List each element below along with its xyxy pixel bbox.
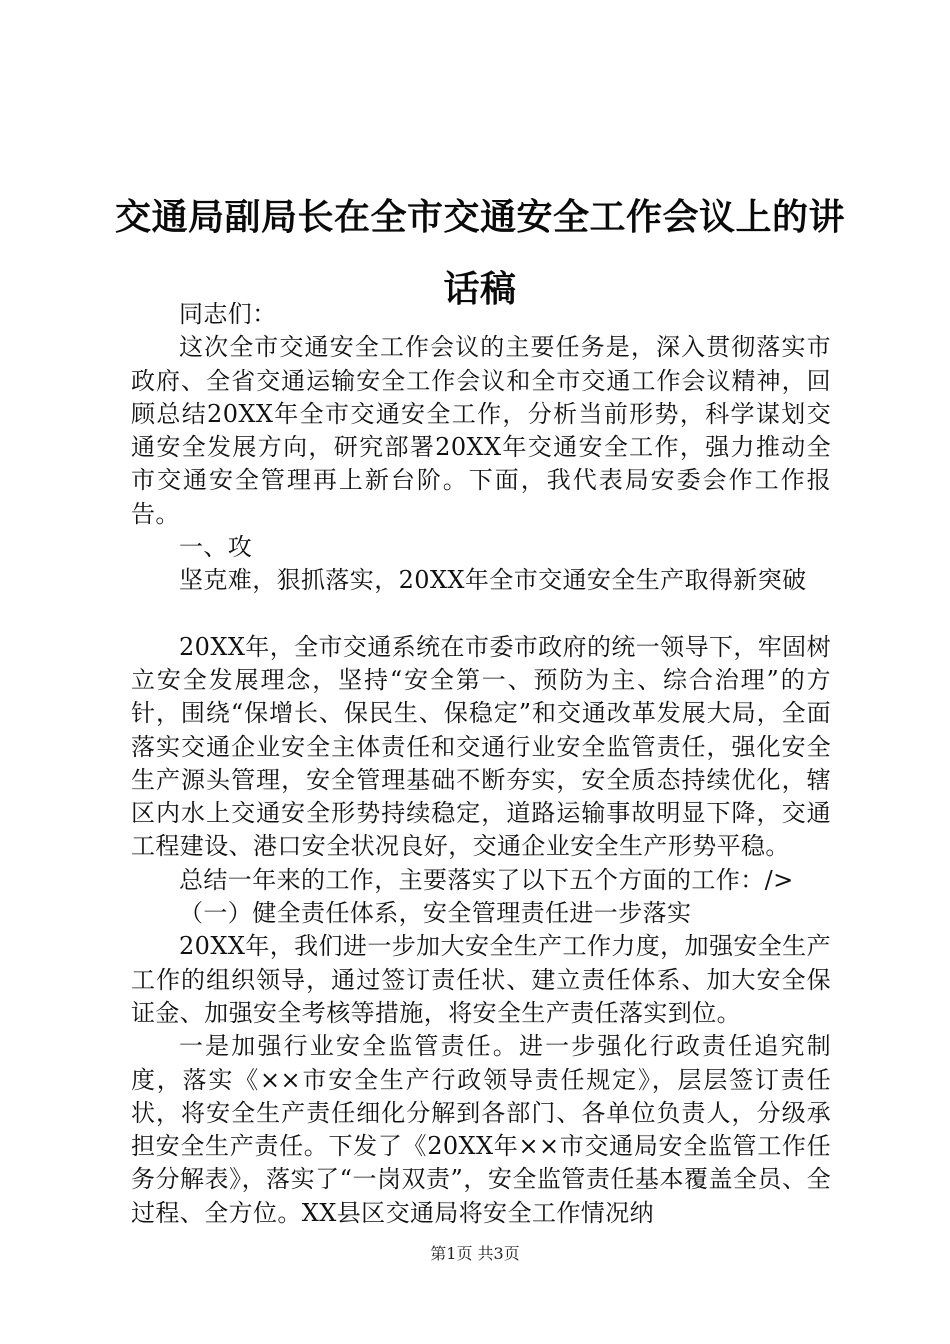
page-number-footer: 第1页 共3页 xyxy=(430,1244,520,1263)
body-paragraph: 这次全市交通安全工作会议的主要任务是，深入贯彻落实市政府、全省交通运输安全工作会议和全市交通工作会议精神，回顾总结20XX年全市交通安全工作，分析当前形势，科学谋划交通安全发展方向，研究部署20XX年交通安全工作，强力推动全市交通安全管理再上新台阶。下面，我代表局安委会作工作报告。 xyxy=(131,333,831,528)
body-paragraph: 20XX年，我们进一步加大安全生产工作力度，加强安全生产工作的组织领导，通过签订责任状、建立责任体系、加大安全保证金、加强安全考核等措施，将安全生产责任落实到位。 xyxy=(131,932,831,1027)
body-paragraph: 一是加强行业安全监管责任。进一步强化行政责任追究制度，落实《××市安全生产行政领导责任规定》，层层签订责任状，将安全生产责任细化分解到各部门、各单位负责人，分级承担安全生产责任。下发了《20XX年××市交通局安全监管工作任务分解表》，落实了“一岗双责”，安全监管责任基本覆盖全员、全过程、全方位。XX县区交通局将安全工作情况纳 xyxy=(131,1032,831,1227)
salutation: 同志们： xyxy=(179,300,277,328)
document-body xyxy=(131,298,831,1230)
subsection-heading: （一）健全责任体系，安全管理责任进一步落实 xyxy=(179,899,692,928)
section-heading-part: 一、攻 xyxy=(179,533,253,562)
title-line-2: 话稿 xyxy=(443,269,517,311)
section-heading: 坚克难，狠抓落实，20XX年全市交通安全生产取得新突破 xyxy=(179,566,807,595)
title-line-1: 交通局副局长在全市交通安全工作会议上的讲 xyxy=(114,197,845,239)
body-paragraph: 20XX年，全市交通系统在市委市政府的统一领导下，牢固树立安全发展理念，坚持“安全第一、预防为主、综合治理”的方针，围绕“保增长、保民生、保稳定”和交通改革发展大局，全面落实交通企业安全主体责任和交通行业安全监管责任，强化安全生产源头管理，安全管理基础不断夯实，安全质态持续优化，辖区内水上交通安全形势持续稳定，道路运输事故明显下降，交通工程建设、港口安全状况良好，交通企业安全生产形势平稳。 xyxy=(131,632,831,861)
body-paragraph: 总结一年来的工作，主要落实了以下五个方面的工作：/> xyxy=(179,865,794,894)
